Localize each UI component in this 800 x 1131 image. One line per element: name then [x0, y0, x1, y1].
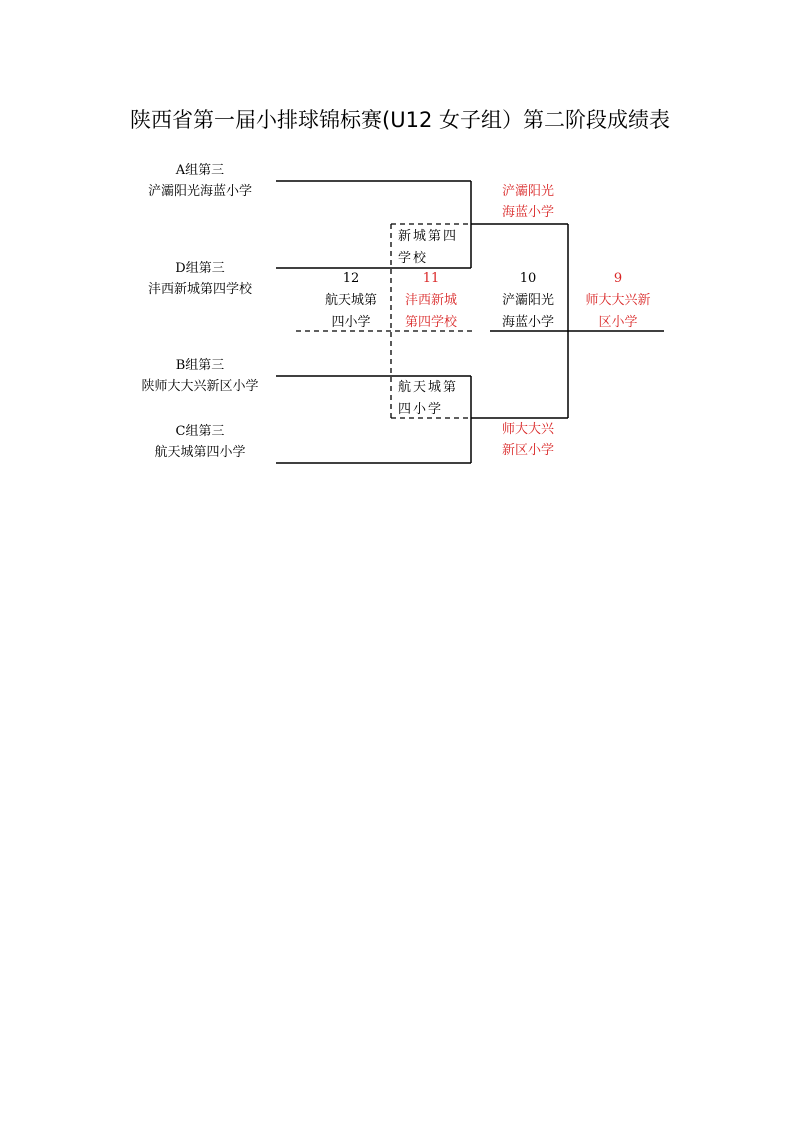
seed-d	[115, 258, 285, 300]
rank-11-number: 11	[422, 271, 440, 286]
consolation-top-line1: 新城第四	[398, 229, 459, 244]
rank-9-line1: 师大大兴新	[585, 293, 651, 308]
consolation-bottom-team	[398, 377, 458, 421]
rank-12-line1: 航天城第	[324, 293, 377, 308]
seed-c	[115, 421, 285, 463]
semi-bottom-winner-line1: 师大大兴	[501, 422, 554, 437]
rank-9-number: 9	[613, 271, 623, 286]
rank-9	[578, 268, 658, 334]
rank-10	[490, 268, 566, 334]
seed-c-group: C组第三	[175, 424, 225, 439]
seed-a	[115, 160, 285, 202]
semi-bottom-winner-line2: 新区小学	[501, 443, 554, 458]
rank-12-number: 12	[342, 271, 360, 286]
seed-d-team: 沣西新城第四学校	[147, 282, 252, 297]
rank-9-line2: 区小学	[598, 315, 638, 330]
seed-b-group: B组第三	[175, 358, 225, 373]
semi-top-winner-line2: 海蓝小学	[501, 205, 554, 220]
rank-11	[393, 268, 469, 334]
seed-a-group: A组第三	[175, 163, 225, 178]
rank-11-line1: 沣西新城	[404, 293, 457, 308]
seed-b	[115, 355, 285, 397]
seed-a-team: 浐灞阳光海蓝小学	[147, 184, 252, 199]
page-title: 陕西省第一届小排球锦标赛(U12 女子组）第二阶段成绩表	[130, 108, 670, 132]
consolation-bottom-line1: 航天城第	[398, 380, 459, 395]
rank-11-line2: 第四学校	[404, 315, 457, 330]
rank-10-line1: 浐灞阳光	[501, 293, 554, 308]
consolation-top-team	[398, 226, 458, 270]
rank-12-line2: 四小学	[331, 315, 371, 330]
rank-10-line2: 海蓝小学	[501, 315, 554, 330]
seed-d-group: D组第三	[175, 261, 225, 276]
rank-12	[313, 268, 389, 334]
semi-top-winner	[490, 181, 566, 223]
seed-c-team: 航天城第四小学	[154, 445, 246, 460]
semi-bottom-winner	[490, 419, 566, 461]
semi-top-winner-line1: 浐灞阳光	[501, 184, 554, 199]
seed-b-team: 陕师大大兴新区小学	[141, 379, 259, 394]
rank-10-number: 10	[519, 271, 537, 286]
consolation-top-line2: 学校	[398, 251, 429, 266]
consolation-bottom-line2: 四小学	[398, 402, 444, 417]
